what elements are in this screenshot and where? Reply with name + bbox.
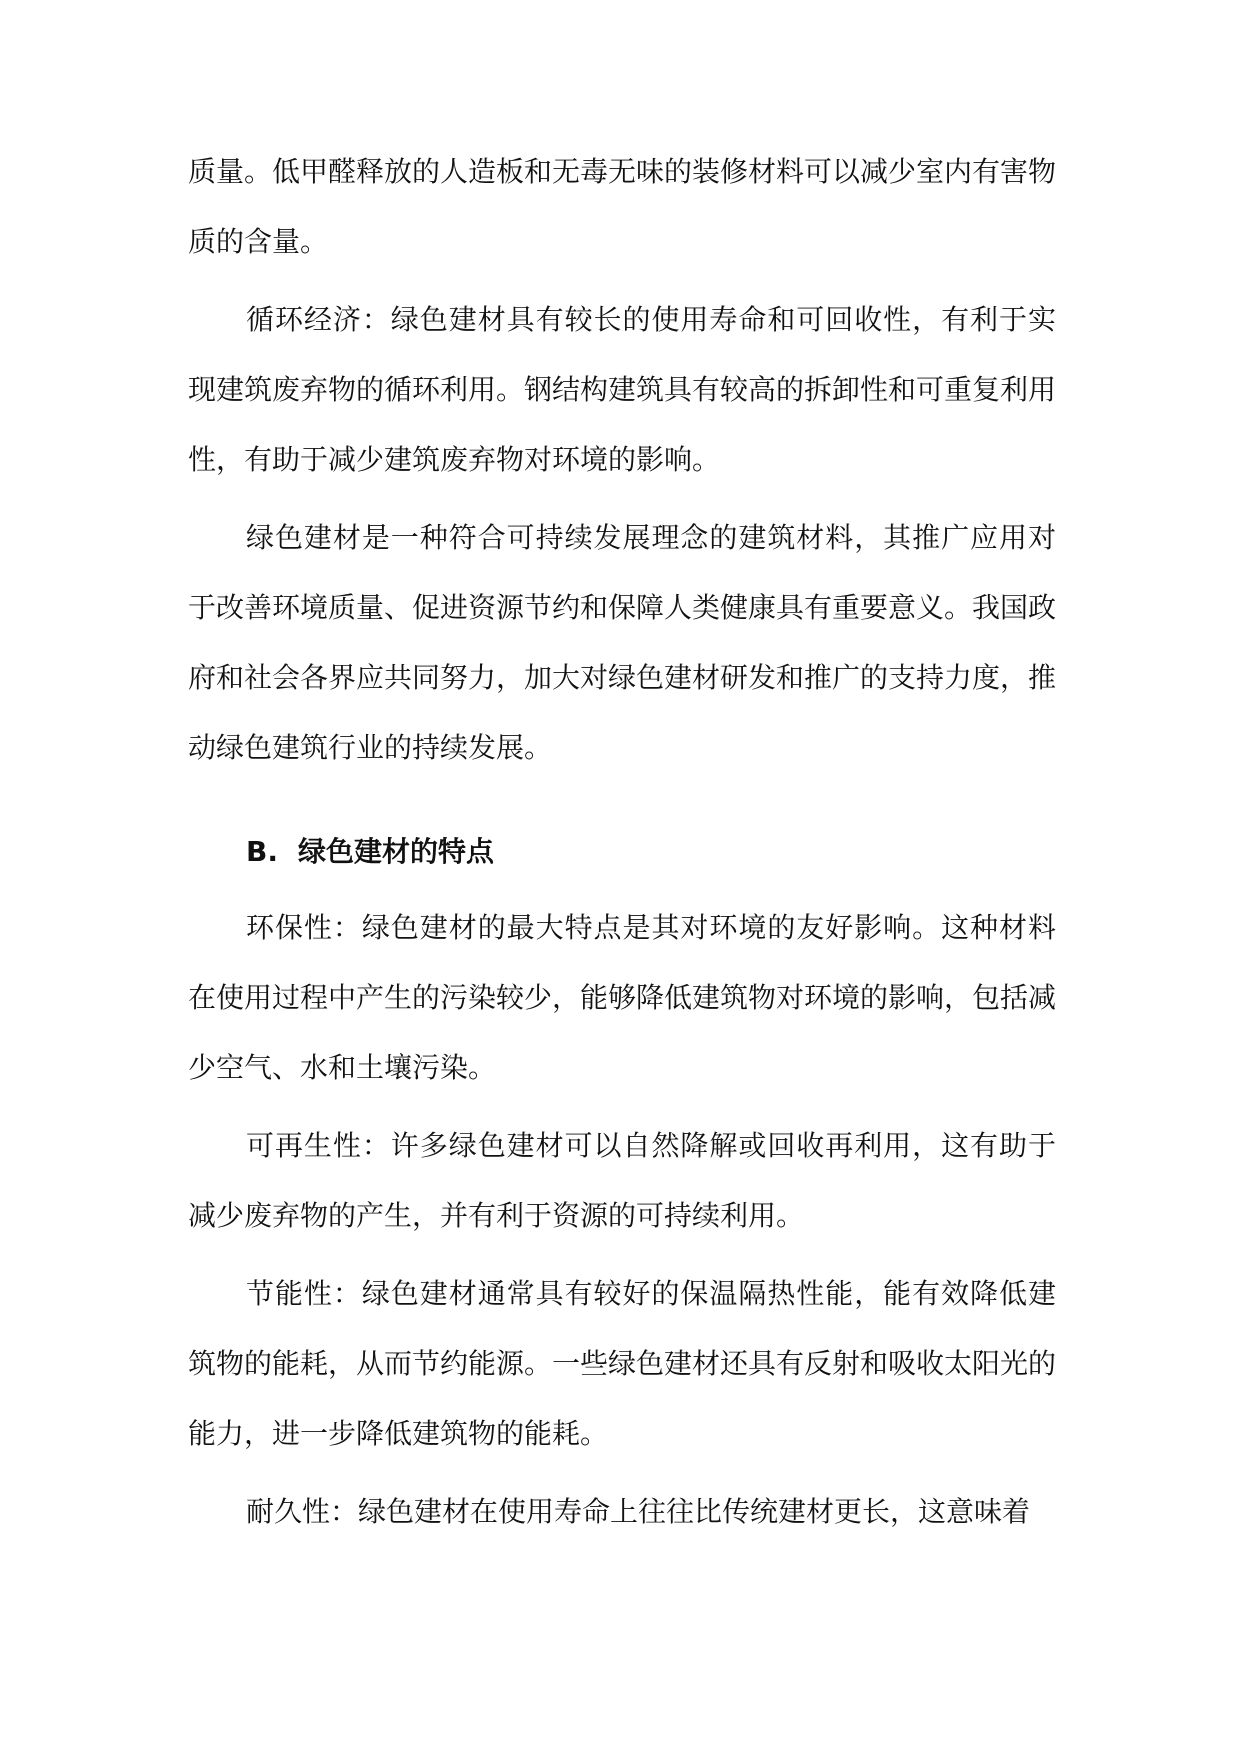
paragraph-indoor-quality-continued: 质量。低甲醛释放的人造板和无毒无味的装修材料可以减少室内有害物质的含量。 — [188, 155, 1057, 258]
paragraph-environmental: 环保性：绿色建材的最大特点是其对环境的友好影响。这种材料在使用过程中产生的污染较少，能够降低建筑物对环境的影响，包括减少空气、水和土壤污染。 — [188, 911, 1057, 1084]
paragraph-energy-saving: 节能性：绿色建材通常具有较好的保温隔热性能，能有效降低建筑物的能耗，从而节约能源。一些绿色建材还具有反射和吸收太阳光的能力，进一步降低建筑物的能耗。 — [188, 1277, 1057, 1450]
section-title: 绿色建材的特点 — [297, 835, 494, 868]
paragraph-circular-economy: 循环经济：绿色建材具有较长的使用寿命和可回收性，有利于实现建筑废弃物的循环利用。钢结构建筑具有较高的拆卸性和可重复利用性，有助于减少建筑废弃物对环境的影响。 — [188, 303, 1057, 476]
paragraph-summary: 绿色建材是一种符合可持续发展理念的建筑材料，其推广应用对于改善环境质量、促进资源节约和保障人类健康具有重要意义。我国政府和社会各界应共同努力，加大对绿色建材研发和推广的支持力度，推动绿色建筑行业的持续发展。 — [188, 521, 1057, 764]
section-heading — [246, 817, 1056, 887]
section-number: B. — [246, 835, 278, 868]
document-page — [188, 137, 1056, 1555]
paragraph-renewable: 可再生性：许多绿色建材可以自然降解或回收再利用，这有助于减少废弃物的产生，并有利于资源的可持续利用。 — [188, 1129, 1056, 1232]
paragraph-durability: 耐久性：绿色建材在使用寿命上往往比传统建材更长，这意味着 — [246, 1495, 1031, 1528]
